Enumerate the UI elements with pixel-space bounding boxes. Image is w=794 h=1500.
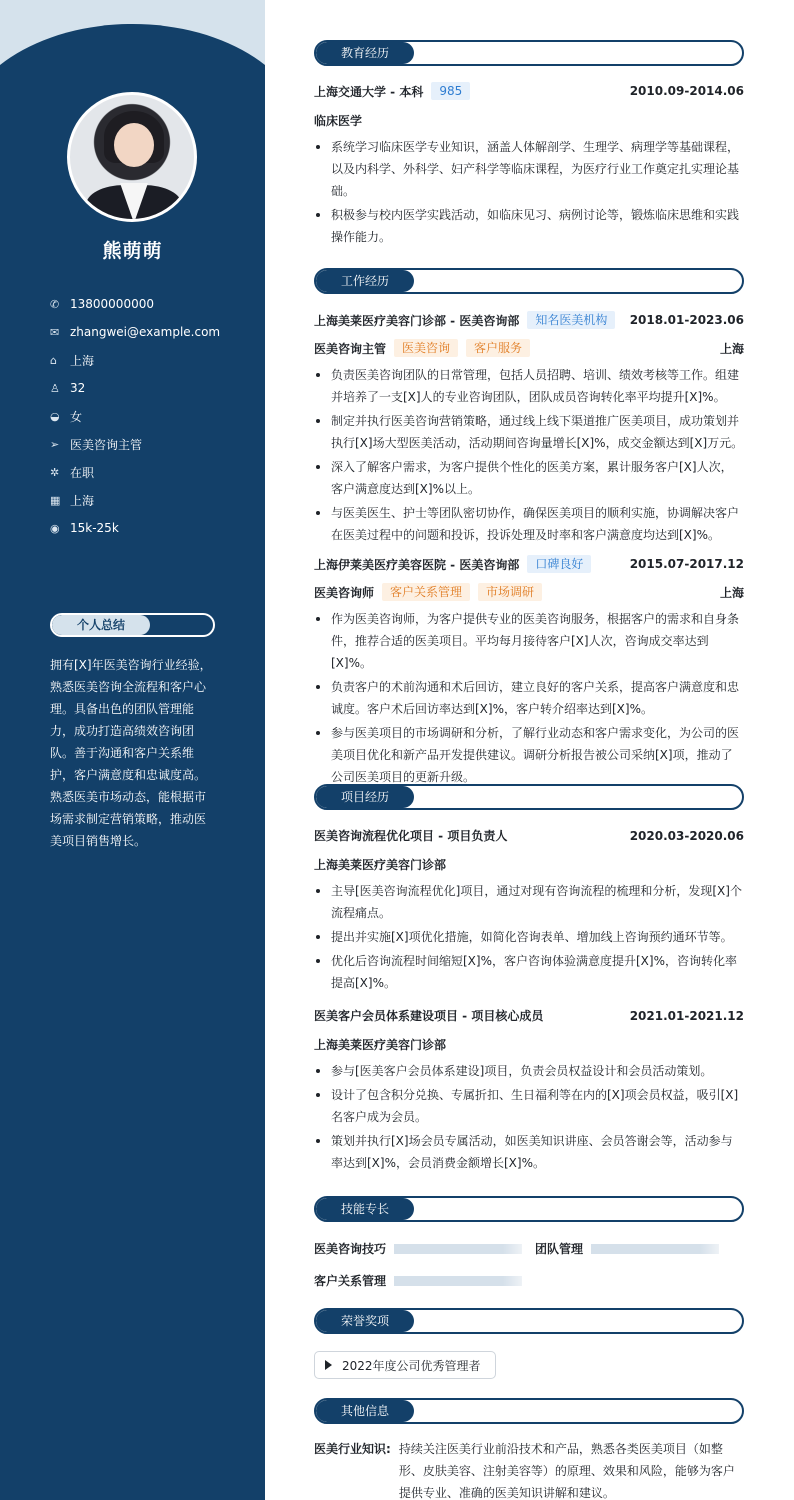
other-title: 其他信息 [340,1404,389,1418]
skill-name: 团队管理 [535,1242,584,1256]
job-skill-tag: 医美咨询 [394,339,458,357]
project-org: 上海美莱医疗美容门诊部 [314,1038,447,1052]
education-period: 2010.09-2014.06 [629,84,744,98]
list-item: 策划并执行[X]场会员专属活动，如医美知识讲座、会员答谢会等，活动参与率达到[X]%，会员消费金额增长[X]%。 [314,1130,744,1174]
info-phone [50,290,220,318]
skill-bar [394,1276,522,1286]
project-period: 2021.01-2021.12 [629,1008,744,1023]
info-city-text: 上海 [70,493,95,508]
job-tag: 口碑良好 [527,555,591,573]
sidebar [0,0,265,1500]
age-icon: ♙ [50,381,60,395]
summary-text: 拥有[X]年医美咨询行业经验，熟悉医美咨询全流程和客户心理。具备出色的团队管理能力，成功打造高绩效咨询团队。善于沟通和客户关系维护，客户满意度和忠诚度高。熟悉医美市场动态，能根据市场需求制定营销策略，推动医美项目销售增长。 [50,658,212,848]
play-arrow-icon [325,1360,332,1370]
education-bullets [314,136,744,250]
list-item: 作为医美咨询师，为客户提供专业的医美咨询服务，根据客户的需求和自身条件，推荐合适的医美项目。平均每月接待客户[X]人次，咨询成交率达到[X]%。 [314,608,744,674]
other-section-header [314,1398,744,1424]
info-job-text: 医美咨询主管 [70,437,143,452]
job-period: 2015.07-2017.12 [629,557,744,571]
project-row [314,1007,744,1024]
job-bullets [314,608,744,790]
school-name: 上海交通大学 - 本科 [314,84,424,99]
city-icon: ▦ [50,493,61,507]
info-email [50,318,220,346]
awards-title: 荣誉奖项 [340,1314,389,1328]
job-role-row [314,583,744,601]
list-item: 积极参与校内医学实践活动，如临床见习、病例讨论等，锻炼临床思维和实践操作能力。 [314,204,744,248]
awards-section-header [314,1308,744,1334]
list-item: 制定并执行医美咨询营销策略，通过线上线下渠道推广医美项目，成功策划并执行[X]场大型医美活动，活动期间咨询量增长[X]%，成交金额达到[X]万元。 [314,410,744,454]
job-role-row [314,339,744,357]
list-item: 设计了包含积分兑换、专属折扣、生日福利等在内的[X]项会员权益，吸引[X]名客户成为会员。 [314,1084,744,1128]
info-location-text: 上海 [70,353,95,368]
skill-item [314,1272,522,1289]
gender-icon: ◒ [50,409,60,423]
list-item: 与医美医生、护士等团队密切协作，确保医美项目的顺利实施，协调解决客户在医美过程中的问题和投诉，投诉处理及时率和客户满意度均达到[X]%。 [314,502,744,546]
other-key: 医美行业知识: [314,1442,391,1456]
status-icon: ✲ [50,465,60,479]
list-item: 提出并实施[X]项优化措施，如简化咨询表单、增加线上咨询预约通环节等。 [314,926,744,948]
info-job [50,430,220,458]
info-age-text: 32 [70,381,86,395]
avatar [67,92,197,222]
info-phone-text: 13800000000 [70,297,154,311]
work-section-header [314,268,744,294]
projects-title: 项目经历 [340,790,389,804]
skill-item [314,1240,522,1257]
list-item: 深入了解客户需求，为客户提供个性化的医美方案，累计服务客户[X]人次，客户满意度达到[X]%以上。 [314,456,744,500]
projects-section-header [314,784,744,810]
info-status [50,458,220,486]
salary-icon: ◉ [50,521,60,535]
skills-title: 技能专长 [340,1202,389,1216]
list-item: 负责客户的术前沟通和术后回访，建立良好的客户关系，提高客户满意度和忠诚度。客户术后回访率达到[X]%，客户转介绍率达到[X]%。 [314,676,744,720]
project-name: 医美咨询流程优化项目 - 项目负责人 [314,829,508,843]
skill-item [535,1240,719,1257]
info-city [50,486,220,514]
info-age [50,374,220,402]
job-period: 2018.01-2023.06 [629,313,744,327]
education-title: 教育经历 [340,46,389,60]
project-bullets [314,1060,744,1176]
other-value: 持续关注医美行业前沿技术和产品，熟悉各类医美项目（如整形、皮肤美容、注射美容等）的原理、效果和风险，能够为客户提供专业、准确的医美知识讲解和建议。 [398,1442,735,1500]
skill-bar [394,1244,522,1254]
job-skill-tag: 客户关系管理 [382,583,470,601]
job-bullets [314,364,744,548]
skills-section-header [314,1196,744,1222]
list-item: 系统学习临床医学专业知识，涵盖人体解剖学、生理学、病理学等基础课程，以及内科学、外科学、妇产科学等临床课程，为医疗行业工作奠定扎实理论基础。 [314,136,744,202]
summary-section-header [50,613,215,637]
job-skill-tag: 市场调研 [478,583,542,601]
list-item: 参与[医美客户会员体系建设]项目，负责会员权益设计和会员活动策划。 [314,1060,744,1082]
info-salary-text: 15k-25k [70,521,119,535]
job-role: 医美咨询师 [314,585,375,600]
skill-name: 医美咨询技巧 [314,1242,387,1256]
other-info-row [314,1438,744,1500]
info-email-text: zhangwei@example.com [70,325,221,339]
contact-info-list [50,290,220,542]
job-skill-tag: 客户服务 [466,339,530,357]
job-company: 上海美莱医疗美容门诊部 - 医美咨询部 [314,313,520,328]
project-name: 医美客户会员体系建设项目 - 项目核心成员 [314,1009,544,1023]
education-major: 临床医学 [314,114,363,128]
job-icon: ➢ [50,437,60,451]
job-tag: 知名医美机构 [527,311,615,329]
profile-name: 熊萌萌 [102,240,163,262]
school-tag: 985 [431,82,470,100]
project-bullets [314,880,744,996]
summary-title: 个人总结 [76,618,125,632]
list-item: 主导[医美咨询流程优化]项目，通过对现有咨询流程的梳理和分析，发现[X]个流程痛点。 [314,880,744,924]
job-city: 上海 [719,585,744,600]
mail-icon: ✉ [50,325,60,339]
skill-bar [591,1244,719,1254]
project-org: 上海美莱医疗美容门诊部 [314,858,447,872]
education-section-header [314,40,744,66]
job-row [314,311,744,329]
job-row [314,555,744,573]
list-item: 参与医美项目的市场调研和分析，了解行业动态和客户需求变化，为公司的医美项目优化和新产品开发提供建议。调研分析报告被公司采纳[X]项，推动了公司医美项目的更新升级。 [314,722,744,788]
info-gender [50,402,220,430]
award-item[interactable] [314,1351,496,1379]
home-icon: ⌂ [50,353,57,367]
job-role: 医美咨询主管 [314,341,387,356]
info-location [50,346,220,374]
info-status-text: 在职 [70,465,95,480]
work-title: 工作经历 [340,274,389,288]
list-item: 优化后咨询流程时间缩短[X]%，客户咨询体验满意度提升[X]%，咨询转化率提高[X]%。 [314,950,744,994]
phone-icon: ✆ [50,297,60,311]
project-row [314,827,744,844]
job-company: 上海伊莱美医疗美容医院 - 医美咨询部 [314,557,520,572]
skill-name: 客户关系管理 [314,1274,387,1288]
award-text: 2022年度公司优秀管理者 [342,1358,481,1373]
info-gender-text: 女 [70,409,83,424]
info-salary [50,514,220,542]
education-row [314,82,744,100]
list-item: 负责医美咨询团队的日常管理，包括人员招聘、培训、绩效考核等工作。组建并培养了一支[X]人的专业咨询团队，团队成员咨询转化率平均提升[X]%。 [314,364,744,408]
job-city: 上海 [719,341,744,356]
project-period: 2020.03-2020.06 [629,828,744,843]
